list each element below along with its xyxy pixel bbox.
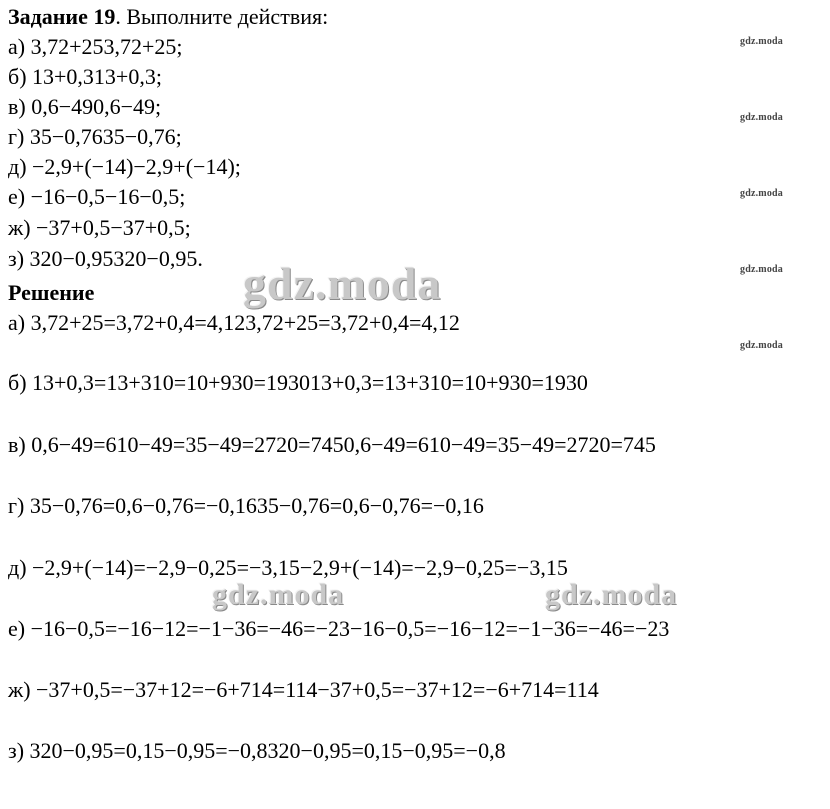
solution-item-v: в) 0,6−49=610−49=35−49=2720=7450,6−49=610−49=35−49=2720=745 [8, 432, 656, 457]
watermark-small: gdz.moda [740, 264, 783, 275]
task-item-z: з) 320−0,95320−0,95. [8, 246, 203, 271]
watermark-small: gdz.moda [740, 112, 783, 123]
watermark-small: gdz.moda [740, 36, 783, 47]
solution-item-g: г) 35−0,76=0,6−0,76=−0,1635−0,76=0,6−0,76=−0,16 [8, 493, 484, 518]
watermark-large: gdz.moda [212, 578, 345, 611]
task-instruction: . Выполните действия: [115, 4, 329, 29]
solution-item-zh: ж) −37+0,5=−37+12=−6+714=114−37+0,5=−37+12=−6+714=114 [8, 677, 599, 702]
task-item-d: д) −2,9+(−14)−2,9+(−14); [8, 154, 241, 179]
solution-item-z: з) 320−0,95=0,15−0,95=−0,8320−0,95=0,15−0,95=−0,8 [8, 738, 506, 763]
task-item-b: б) 13+0,313+0,3; [8, 64, 162, 89]
watermark-small: gdz.moda [740, 188, 783, 199]
watermark-large: gdz.moda [243, 258, 442, 309]
watermark-large: gdz.moda [545, 578, 678, 611]
watermark-small: gdz.moda [740, 340, 783, 351]
task-item-a: а) 3,72+253,72+25; [8, 34, 183, 59]
task-item-g: г) 35−0,7635−0,76; [8, 124, 182, 149]
solution-item-e: е) −16−0,5=−16−12=−1−36=−46=−23−16−0,5=−16−12=−1−36=−46=−23 [8, 616, 670, 641]
solution-heading: Решение [8, 280, 95, 305]
task-item-zh: ж) −37+0,5−37+0,5; [8, 215, 191, 240]
solution-item-b: б) 13+0,3=13+310=10+930=193013+0,3=13+310=10+930=1930 [8, 370, 588, 395]
task-header [8, 4, 328, 30]
task-item-e: е) −16−0,5−16−0,5; [8, 184, 186, 209]
task-label: Задание 19 [8, 4, 116, 29]
solution-item-d: д) −2,9+(−14)=−2,9−0,25=−3,15−2,9+(−14)=−2,9−0,25=−3,15 [8, 555, 568, 580]
task-item-v: в) 0,6−490,6−49; [8, 94, 162, 119]
solution-item-a: а) 3,72+25=3,72+0,4=4,123,72+25=3,72+0,4=4,12 [8, 310, 460, 335]
